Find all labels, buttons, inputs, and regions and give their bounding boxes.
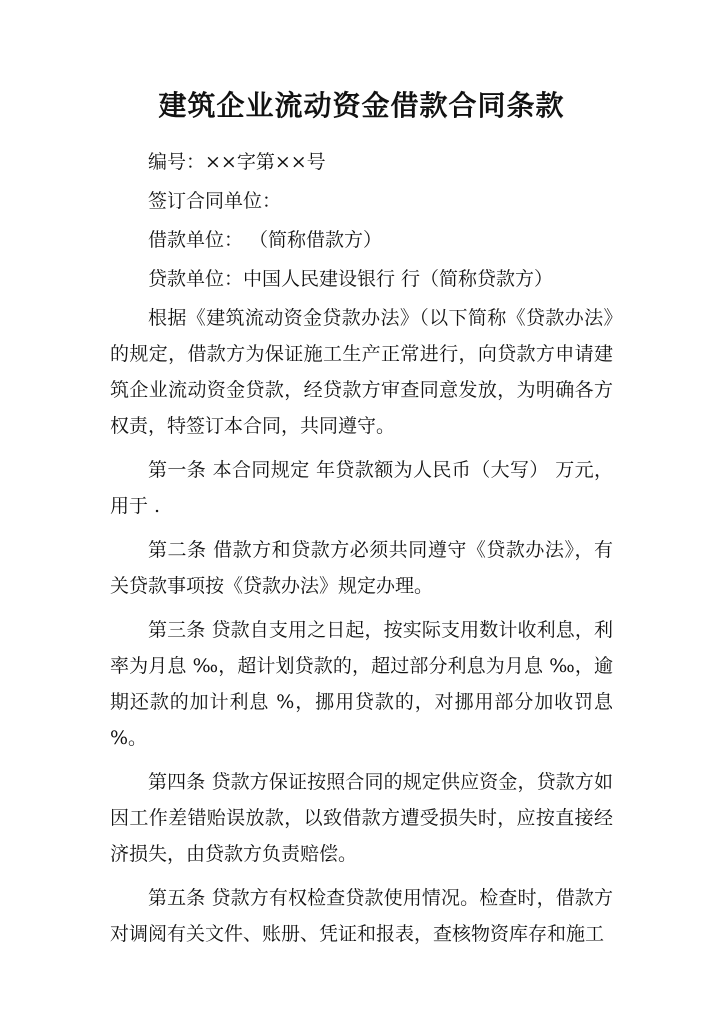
document-title: 建筑企业流动资金借款合同条款	[158, 89, 565, 122]
borrower-line: 借款单位： （简称借款方）	[148, 229, 383, 251]
article-4: 第四条 贷款方保证按照合同的规定供应资金，贷款方如因工作差错贻误放款，以致借款方遭受损失时，应按直接经济损失，由贷款方负责赔偿。	[110, 771, 613, 865]
signing-parties-label: 签订合同单位：	[148, 190, 282, 212]
preamble-paragraph: 根据《建筑流动资金贷款办法》（以下简称《贷款办法》的规定，借款方为保证施工生产正常进行，向贷款方申请建筑企业流动资金贷款，经贷款方审查同意发放，为明确各方权责，特签订本合同，共同遵守。	[110, 307, 613, 437]
document-body	[110, 144, 613, 952]
article-3: 第三条 贷款自支用之日起，按实际支用数计收利息，利率为月息 ‰，超计划贷款的，超过部分利息为月息 ‰，逾期还款的加计利息 %，挪用贷款的，对挪用部分加收罚息 %。	[110, 619, 613, 749]
article-2: 第二条 借款方和贷款方必须共同遵守《贷款办法》，有关贷款事项按《贷款办法》规定办理。	[110, 539, 613, 597]
lender-line: 贷款单位：中国人民建设银行 行（简称贷款方）	[148, 268, 554, 290]
article-5: 第五条 贷款方有权检查贷款使用情况。检查时，借款方对调阅有关文件、账册、凭证和报表，查核物资库存和施工	[110, 887, 613, 945]
contract-number: 编号：××字第××号	[148, 151, 326, 173]
article-1: 第一条 本合同规定 年贷款额为人民币（大写） 万元，用于 .	[110, 459, 613, 517]
